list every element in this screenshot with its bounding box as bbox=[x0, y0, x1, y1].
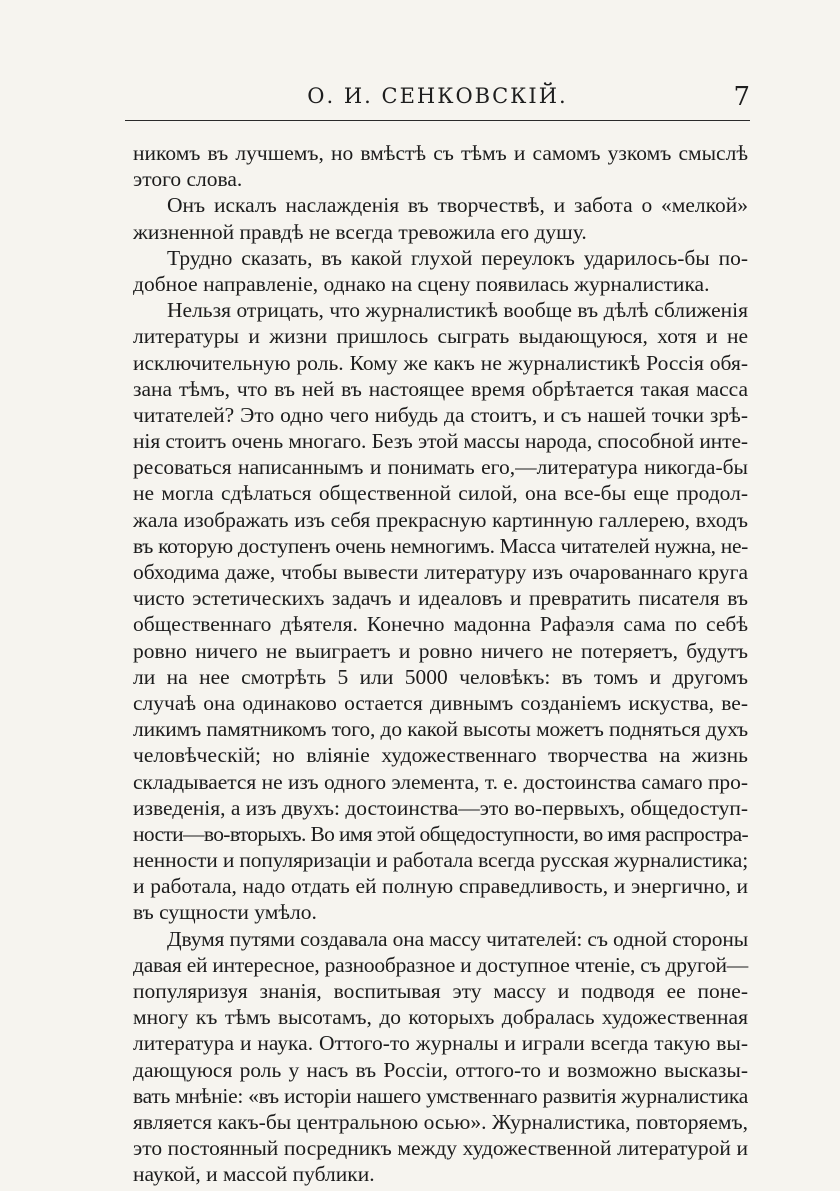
text-line: исключительную роль. Кому же какъ не журналистикѣ Россія обя- bbox=[133, 350, 748, 375]
text-line: популяризуя знанія, воспитывая эту массу и подводя ее поне- bbox=[133, 979, 748, 1003]
text-line: читателей? Это одно чего нибудь да стоитъ, и съ нашей точки зрѣ- bbox=[133, 402, 748, 427]
text-line: этого слова. bbox=[133, 167, 243, 192]
text-line: и работала, надо отдать ей полную справедливость, и энергично, и bbox=[133, 874, 748, 899]
text-line: человѣческій; но вліяніе художественнаго творчества на жизнь bbox=[133, 743, 748, 768]
text-line: общественнаго дѣятеля. Конечно мадонна Рафаэля сама по себѣ bbox=[133, 612, 748, 637]
text-line: складывается не изъ одного элемента, т. е. достоинства самаго про- bbox=[133, 769, 748, 794]
text-line: никомъ въ лучшемъ, но вмѣстѣ съ тѣмъ и самомъ узкомъ смыслѣ bbox=[133, 141, 748, 165]
body-text bbox=[133, 140, 748, 1188]
text-line: вать мнѣніе: «въ исторіи нашего умственнаго развитія журналистика bbox=[133, 1083, 748, 1108]
text-line: Трудно сказать, въ какой глухой переулокъ ударилось-бы по- bbox=[167, 245, 748, 270]
text-line: Нельзя отрицать, что журналистикѣ вообще въ дѣлѣ сближенія bbox=[167, 298, 748, 323]
page-number: 7 bbox=[733, 82, 750, 112]
page-header bbox=[125, 82, 750, 116]
paragraph bbox=[133, 140, 748, 192]
text-line: ненности и популяризаціи и работала всегда русская журналистика; bbox=[133, 848, 749, 873]
text-line: Двумя путями создавала она массу читателей: съ одной стороны bbox=[167, 926, 748, 951]
paragraph bbox=[133, 926, 748, 1188]
text-line: нія стоитъ очень многаго. Безъ этой массы народа, способной инте- bbox=[133, 429, 749, 454]
text-line: жала изображать изъ себя прекрасную картинную галлерею, входъ bbox=[133, 507, 748, 532]
text-line: литература и наука. Оттого-то журналы и играли всегда такую вы- bbox=[133, 1031, 748, 1056]
text-line: жизненной правдѣ не всегда тревожила его душу. bbox=[133, 219, 587, 244]
text-line: Онъ искалъ наслажденія въ творчествѣ, и забота о «мелкой» bbox=[167, 193, 748, 218]
text-line: давая ей интересное, разнообразное и доступное чтеніе, съ другой— bbox=[133, 952, 749, 977]
text-line: литературы и жизни пришлось сыграть выдающуюся, хотя и не bbox=[133, 324, 748, 349]
paragraph bbox=[133, 192, 748, 244]
text-line: случаѣ она одинаково остается дивнымъ созданіемъ искуства, ве- bbox=[133, 690, 748, 715]
text-line: въ сущности умѣло. bbox=[133, 900, 317, 925]
text-line: ли на нее смотрѣть 5 или 5000 человѣкъ: въ томъ и другомъ bbox=[133, 664, 748, 689]
text-line: не могла сдѣлаться общественной силой, она все-бы еще продол- bbox=[133, 481, 748, 506]
paragraph bbox=[133, 245, 748, 297]
text-line: чисто эстетическихъ задачъ и идеаловъ и превратить писателя въ bbox=[133, 586, 748, 611]
header-rule bbox=[125, 120, 750, 121]
text-line: наукой, и массой публики. bbox=[133, 1162, 375, 1187]
text-line: зана тѣмъ, что въ ней въ настоящее время обрѣтается такая масса bbox=[133, 376, 748, 401]
text-line: въ которую доступенъ очень немногимъ. Масса читателей нужна, не- bbox=[133, 533, 749, 558]
text-line: ликимъ памятникомъ того, до какой высоты можетъ подняться духъ bbox=[133, 717, 748, 742]
text-line: ровно ничего не выиграетъ и ровно ничего не потеряетъ, будутъ bbox=[133, 638, 748, 663]
text-line: это постоянный посредникъ между художественной литературой и bbox=[133, 1136, 748, 1161]
text-line: добное направленіе, однако на сцену появилась журналистика. bbox=[133, 271, 710, 296]
text-line: дающуюся роль у насъ въ Россіи, оттого-то и возможно высказы- bbox=[133, 1057, 748, 1082]
paragraph bbox=[133, 297, 748, 926]
text-line: изведенія, а изъ двухъ: достоинства—это во-первыхъ, общедоступ- bbox=[133, 795, 748, 820]
running-title: О. И. СЕНКОВСКІЙ. bbox=[307, 84, 568, 108]
text-line: обходима даже, чтобы вывести литературу изъ очарованнаго круга bbox=[133, 560, 748, 584]
text-line: ности—во-вторыхъ. Во имя этой общедоступности, во имя распростра- bbox=[133, 821, 748, 846]
text-line: многу къ тѣмъ высотамъ, до которыхъ добралась художественная bbox=[133, 1005, 748, 1030]
text-line: ресоваться написаннымъ и понимать его,—литература никогда-бы bbox=[133, 455, 748, 480]
text-line: является какъ-бы центральною осью». Журналистика, повторяемъ, bbox=[133, 1109, 748, 1134]
